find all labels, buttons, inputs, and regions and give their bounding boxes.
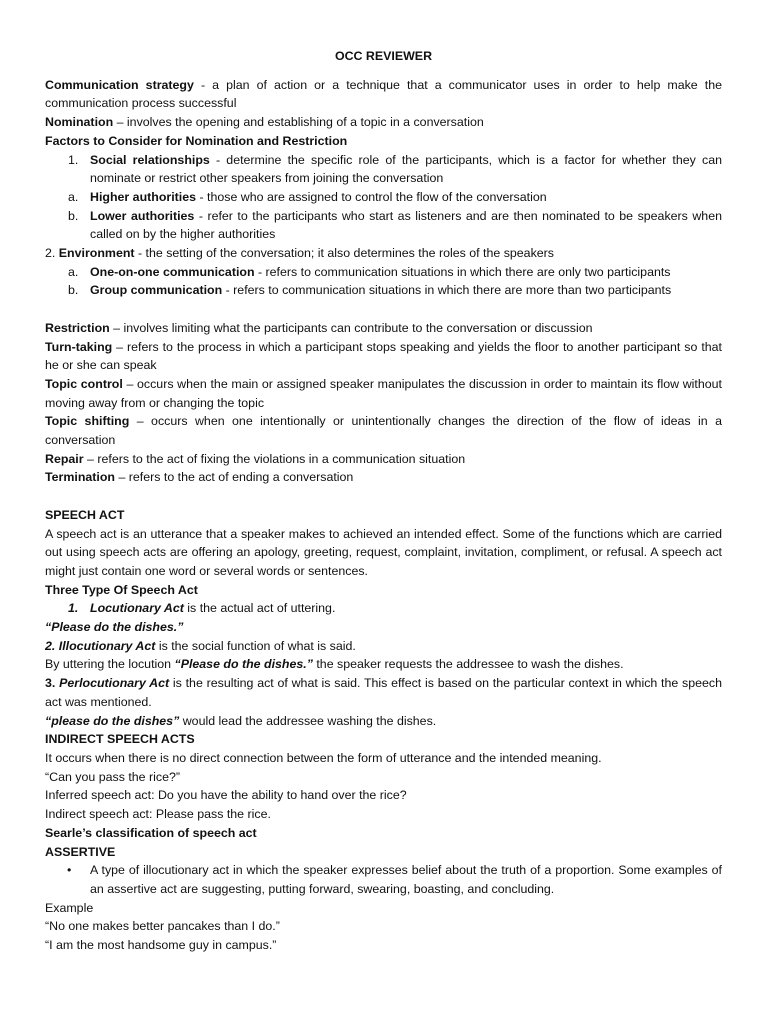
factor-social-relationships <box>45 151 722 188</box>
term-environment: Environment <box>58 246 135 261</box>
quoted-example: “please do the dishes” <box>45 713 180 728</box>
illocutionary-act-def <box>45 637 722 656</box>
term-repair: Repair <box>45 451 84 466</box>
term-higher-authorities: Higher authorities <box>90 189 197 204</box>
locution-example-line <box>45 655 722 674</box>
topic-shifting-def <box>45 412 722 449</box>
term-perlocutionary-act: Perlocutionary Act <box>59 676 170 691</box>
definition-text: - determine the specific role of the participants, which is a factor for whether they can nominate or restrict other speakers from joining the conversation <box>90 152 722 186</box>
page-title: OCC REVIEWER <box>334 49 433 63</box>
spacer <box>45 487 722 506</box>
list-number: 1. <box>68 152 79 167</box>
example-please-do-dishes: “Please do the dishes.” <box>45 620 184 635</box>
inferred-speech-act: Inferred speech act: Do you have the ability to hand over the rice? <box>45 788 407 803</box>
term-turn-taking: Turn-taking <box>45 339 113 354</box>
list-letter: a. <box>68 189 79 204</box>
definition-text: – occurs when one intentionally or unintentionally changes the direction of the flow of ideas in a conversation <box>45 414 723 448</box>
definition-text: - refers to communication situations in which there are more than two participants <box>222 283 672 298</box>
perlocutionary-act-def <box>45 674 722 711</box>
restriction-def <box>45 319 722 338</box>
definition-text: - the setting of the conversation; it also determines the roles of the speakers <box>134 246 554 261</box>
turn-taking-def <box>45 338 722 375</box>
spacer <box>45 300 722 319</box>
searle-heading: Searle’s classification of speech act <box>45 825 257 840</box>
definition-text: - refer to the participants who start as listeners and are then nominated to be speakers when called on by the higher authorities <box>90 208 722 242</box>
indirect-speech-act: Indirect speech act: Please pass the rice. <box>45 807 271 822</box>
termination-def <box>45 468 722 487</box>
bullet-text: A type of illocutionary act in which the speaker expresses belief about the truth of a proportion. Some examples of an assertive act are suggesting, putting forward, swearing, boasting, and concluding. <box>90 863 722 896</box>
speech-act-paragraph: A speech act is an utterance that a speaker makes to achieved an intended effect. Some of the functions which are carried out using speech acts are offering an apology, greeting, request, complaint, invitation, compliment, or refusal. A speech act might just contain one word or several words or sentences. <box>45 526 722 578</box>
example-handsome: “I am the most handsome guy in campus.” <box>45 938 277 953</box>
text-segment: would lead the addressee washing the dishes. <box>179 713 437 728</box>
list-letter: b. <box>68 208 79 223</box>
communication-strategy-def <box>45 76 722 113</box>
nomination-def <box>45 113 722 132</box>
indirect-speech-paragraph: It occurs when there is no direct connection between the form of utterance and the intended meaning. <box>45 750 602 765</box>
term-locutionary-act: Locutionary Act <box>90 601 184 616</box>
definition-text: – involves the opening and establishing of a topic in a conversation <box>113 115 484 130</box>
example-pancakes: “No one makes better pancakes than I do.” <box>45 919 280 934</box>
example-label: Example <box>45 900 94 915</box>
definition-text: - a plan of action or a technique that a communicator uses in order to help make the communication process successful <box>45 77 722 111</box>
definition-text: – involves limiting what the participants can contribute to the conversation or discussion <box>109 320 593 335</box>
topic-control-def <box>45 375 722 412</box>
term-topic-control: Topic control <box>45 376 123 391</box>
definition-text: - refers to communication situations in which there are only two participants <box>254 264 671 279</box>
definition-text: – refers to the act of ending a conversation <box>115 470 354 485</box>
definition-text: is the resulting act of what is said. This effect is based on the particular context in which the speech act was mentioned. <box>45 676 722 709</box>
factor-group-communication <box>45 281 722 300</box>
factor-one-on-one <box>45 263 722 282</box>
locutionary-act-item <box>45 599 722 618</box>
definition-text: – occurs when the main or assigned speaker manipulates the discussion in order to maintain its flow without moving away from or changing the topic <box>45 376 722 410</box>
repair-def <box>45 450 722 469</box>
definition-text: – refers to the act of fixing the violations in a communication situation <box>83 451 466 466</box>
definition-text: is the actual act of uttering. <box>183 601 336 616</box>
quoted-locution: “Please do the dishes.” <box>174 657 313 672</box>
term-restriction: Restriction <box>45 320 110 335</box>
speech-act-heading: SPEECH ACT <box>45 507 125 522</box>
term-group-communication: Group communication <box>90 283 223 298</box>
list-number: 1. <box>68 601 79 616</box>
term-lower-authorities: Lower authorities <box>90 208 195 223</box>
perlocutionary-example <box>45 712 722 731</box>
three-types-heading: Three Type Of Speech Act <box>45 582 198 597</box>
definition-text: – refers to the process in which a participant stops speaking and yields the floor to another participant so that he or she can speak <box>45 339 722 373</box>
factor-higher-authorities <box>45 188 722 207</box>
indirect-speech-heading: INDIRECT SPEECH ACTS <box>45 732 195 747</box>
term-illocutionary-act: 2. Illocutionary Act <box>45 638 156 653</box>
factors-heading: Factors to Consider for Nomination and Restriction <box>45 133 348 148</box>
assertive-heading: ASSERTIVE <box>45 844 116 859</box>
term-one-on-one: One-on-one communication <box>90 264 255 279</box>
definition-text: - those who are assigned to control the flow of the conversation <box>196 189 547 204</box>
assertive-bullet <box>45 861 722 898</box>
term-nomination: Nomination <box>45 115 114 130</box>
term-topic-shifting: Topic shifting <box>45 414 130 429</box>
rice-question: “Can you pass the rice?” <box>45 769 180 784</box>
list-letter: a. <box>68 264 79 279</box>
factor-environment <box>45 244 722 263</box>
bullet-icon: • <box>67 863 72 878</box>
list-letter: b. <box>68 283 79 298</box>
list-number: 2. <box>45 246 56 261</box>
list-number: 3. <box>45 676 60 691</box>
text-segment: By uttering the locution <box>45 657 175 672</box>
term-social-relationships: Social relationships <box>90 152 210 167</box>
term-termination: Termination <box>45 470 115 485</box>
term-communication-strategy: Communication strategy <box>45 77 194 92</box>
definition-text: is the social function of what is said. <box>155 638 356 653</box>
text-segment: the speaker requests the addressee to wash the dishes. <box>312 657 624 672</box>
factor-lower-authorities <box>45 207 722 244</box>
